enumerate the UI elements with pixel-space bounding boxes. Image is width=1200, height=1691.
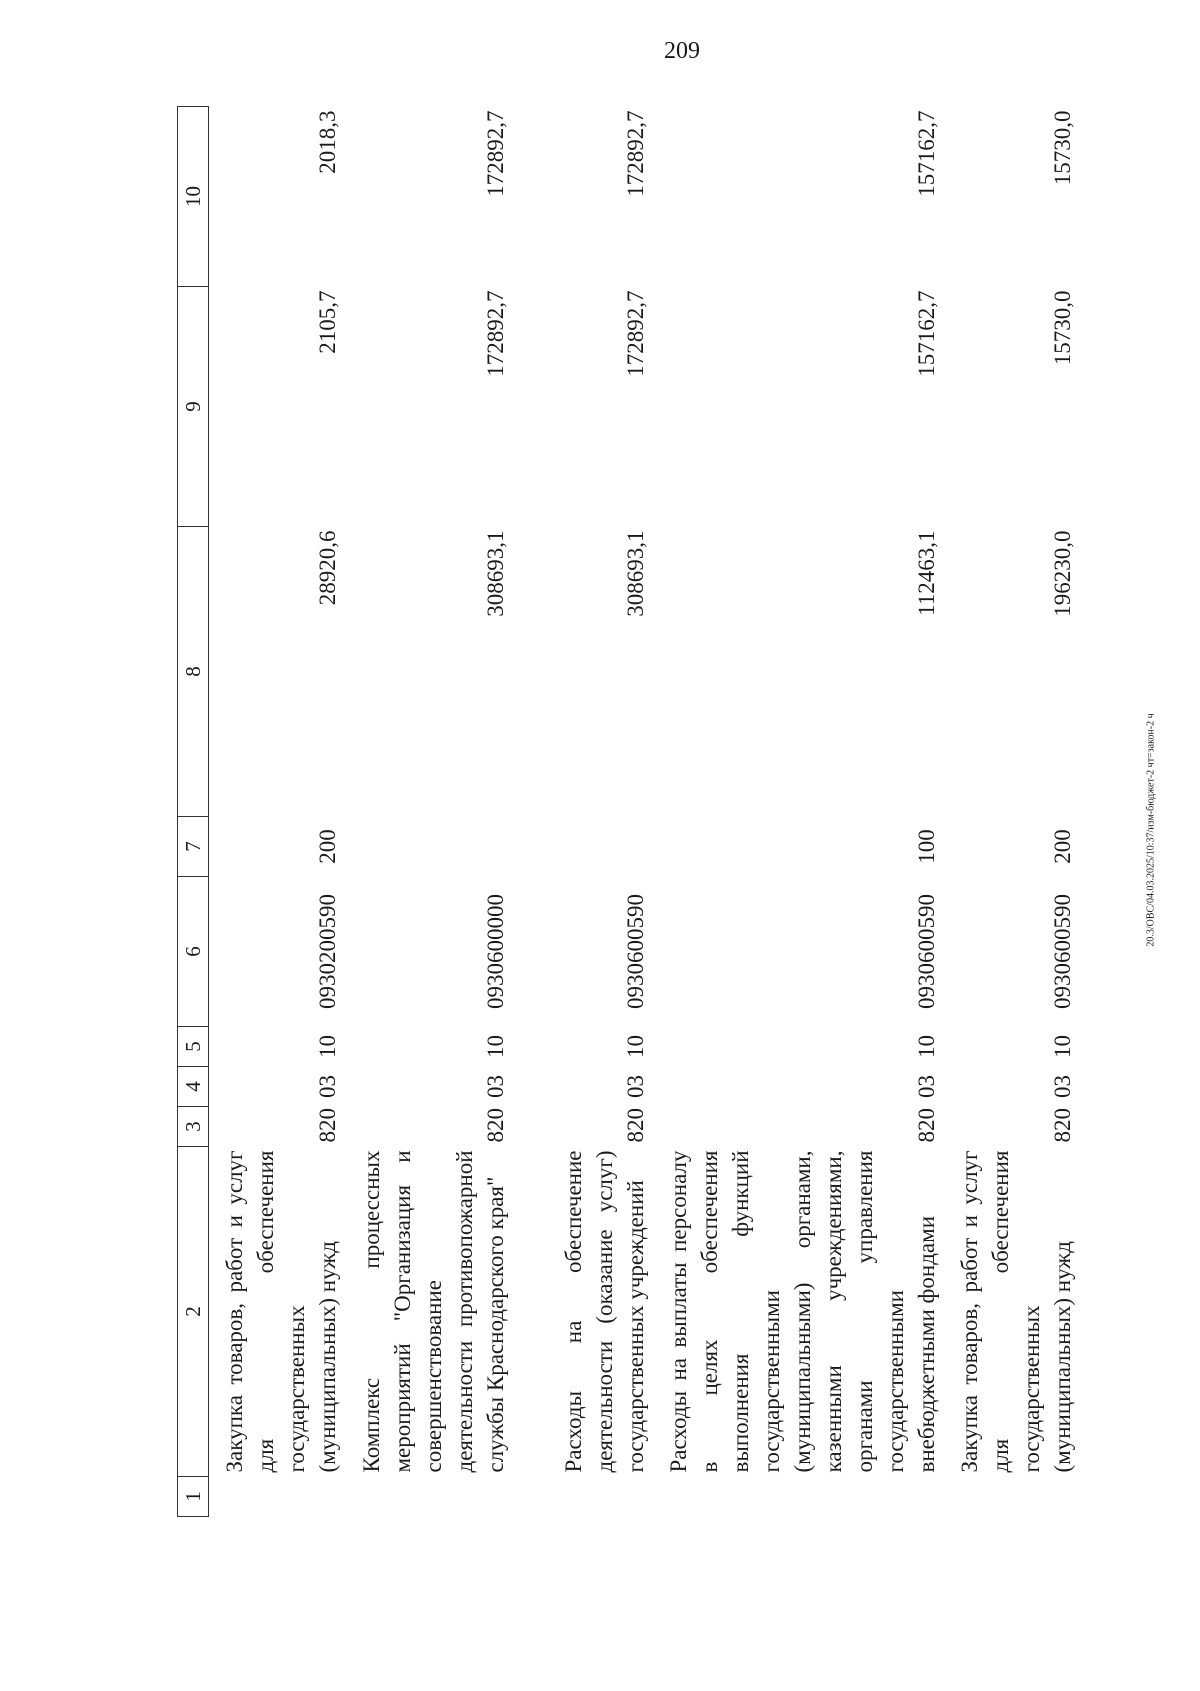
column-header: 3 <box>178 1107 209 1147</box>
description-cell: Закупка товаров, работ и услуг для обеспечения государственных (муниципальных) нужд <box>957 1150 1075 1473</box>
expense-type-cell: 200 <box>1050 829 1075 864</box>
amount-cell: 172892,7 <box>623 110 648 197</box>
section-code-cell: 03 <box>914 1075 939 1098</box>
amount-cell: 308693,1 <box>623 530 648 617</box>
document-footer-code <box>1145 580 1157 1080</box>
ministry-code-cell: 820 <box>483 1108 508 1143</box>
amount-cell: 2018,3 <box>315 110 340 174</box>
column-header: 7 <box>178 817 209 877</box>
description-cell: Комплекс процессных мероприятий "Организация и совершенствование деятельности противопожарной службы Краснодарского края" <box>359 1150 508 1473</box>
amount-cell: 2105,7 <box>315 290 340 354</box>
row-number-cell <box>948 1477 1084 1517</box>
subsection-code-cell: 10 <box>914 1035 939 1058</box>
amount-cell: 172892,7 <box>483 110 508 197</box>
amount-cell: 28920,6 <box>315 530 340 606</box>
section-code-cell: 03 <box>483 1075 508 1098</box>
section-code-cell: 03 <box>623 1075 648 1098</box>
subsection-code-cell: 10 <box>623 1035 648 1058</box>
section-code-cell: 03 <box>1050 1075 1075 1098</box>
amount-cell: 157162,7 <box>914 290 939 377</box>
row-number-cell <box>209 1477 350 1517</box>
table-row <box>657 107 948 1517</box>
target-article-cell: 0930600590 <box>1050 894 1075 1009</box>
amount-cell: 15730,0 <box>1050 290 1075 366</box>
table-header-row <box>178 107 209 1517</box>
amount-cell: 196230,0 <box>1050 530 1075 617</box>
target-article-cell: 0930600000 <box>483 894 508 1009</box>
column-header: 4 <box>178 1067 209 1107</box>
subsection-code-cell: 10 <box>483 1035 508 1058</box>
budget-table <box>177 106 1084 1517</box>
column-header: 5 <box>178 1027 209 1067</box>
column-header: 6 <box>178 877 209 1027</box>
row-number-cell <box>657 1477 948 1517</box>
amount-cell: 15730,0 <box>1050 110 1075 186</box>
page-number: 209 <box>664 38 700 64</box>
ministry-code-cell: 820 <box>623 1108 648 1143</box>
expense-type-cell: 100 <box>914 829 939 864</box>
row-number-cell <box>517 1477 657 1517</box>
column-header: 1 <box>178 1477 209 1517</box>
amount-cell: 308693,1 <box>483 530 508 617</box>
column-header: 10 <box>178 107 209 287</box>
footer-code-text: 20.3/ОВС/04.03.2025/10:37/изм-бюджет-2 чт=закон-2 ч <box>1145 713 1157 947</box>
amount-cell: 157162,7 <box>914 110 939 197</box>
ministry-code-cell: 820 <box>315 1108 340 1143</box>
table-row <box>517 107 657 1517</box>
budget-table-rotated <box>177 107 1075 1517</box>
ministry-code-cell: 820 <box>1050 1108 1075 1143</box>
budget-table-container <box>177 107 1075 1517</box>
subsection-code-cell: 10 <box>315 1035 340 1058</box>
row-number-cell <box>349 1477 517 1517</box>
target-article-cell: 0930600590 <box>623 894 648 1009</box>
column-header: 9 <box>178 287 209 527</box>
description-cell: Закупка товаров, работ и услуг для обеспечения государственных (муниципальных) нужд <box>222 1150 340 1473</box>
amount-cell: 172892,7 <box>623 290 648 377</box>
ministry-code-cell: 820 <box>914 1108 939 1143</box>
table-row <box>349 107 517 1517</box>
table-row <box>209 107 350 1517</box>
target-article-cell: 0930200590 <box>315 894 340 1009</box>
amount-cell: 112463,1 <box>914 530 939 616</box>
amount-cell: 172892,7 <box>483 290 508 377</box>
section-code-cell: 03 <box>315 1075 340 1098</box>
column-header: 2 <box>178 1147 209 1477</box>
expense-type-cell <box>517 817 657 877</box>
target-article-cell: 0930600590 <box>914 894 939 1009</box>
expense-type-cell: 200 <box>315 829 340 864</box>
description-cell: Расходы на обеспечение деятельности (оказание услуг) государственных учреждений <box>561 1150 648 1473</box>
table-row <box>948 107 1084 1517</box>
description-cell: Расходы на выплаты персоналу в целях обеспечения выполнения функций государственными (муниципальными) органами, казенными учреждениями, органами управления государственными внебюджетными фондами <box>666 1150 939 1473</box>
subsection-code-cell: 10 <box>1050 1035 1075 1058</box>
expense-type-cell <box>349 817 517 877</box>
column-header: 8 <box>178 527 209 817</box>
